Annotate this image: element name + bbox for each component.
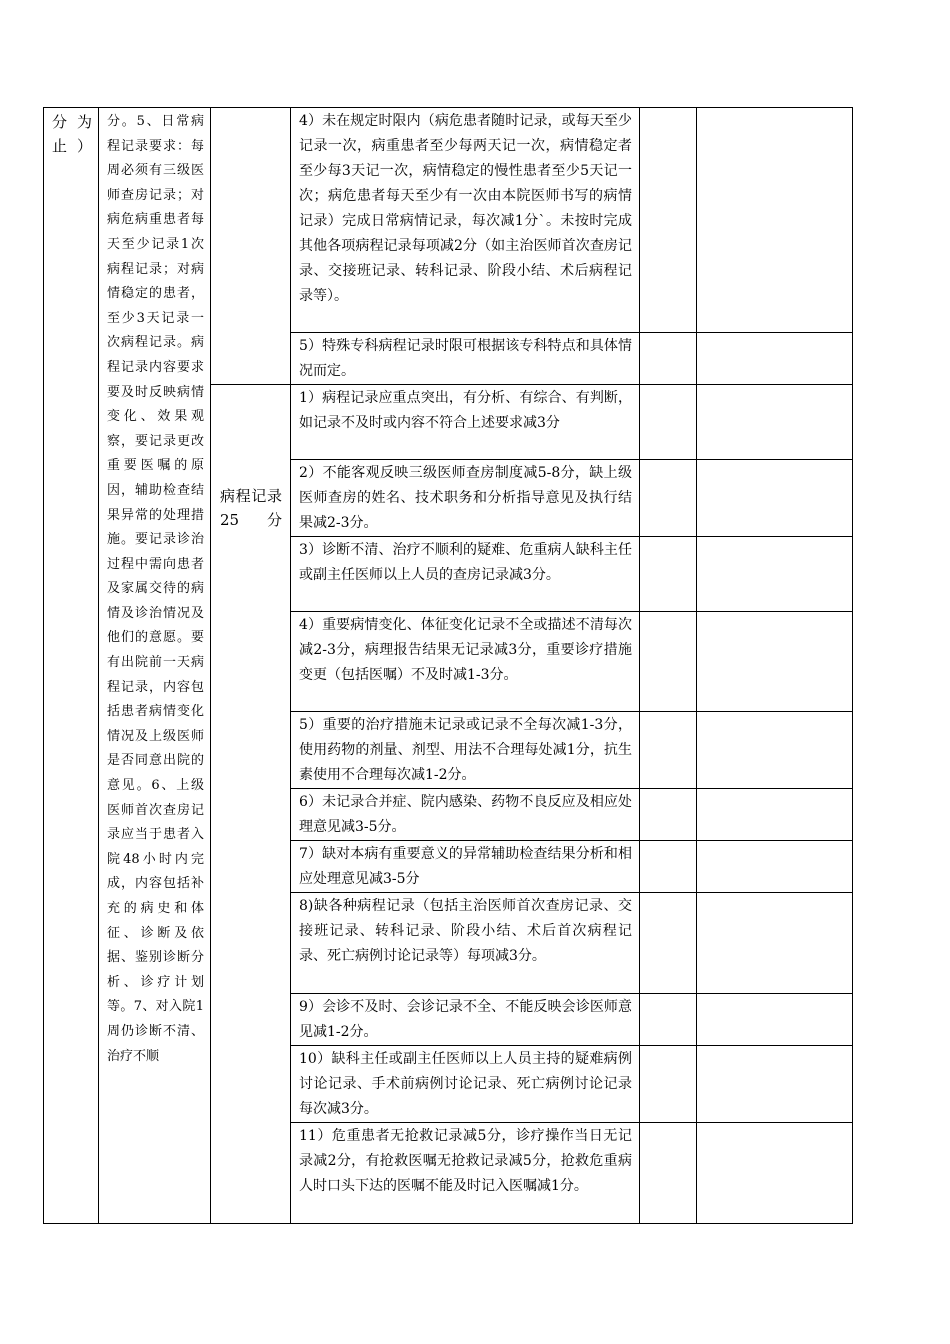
requirements-cell: 分。5、日常病程记录要求：每周必须有三级医师查房记录；对病危病重患者每天至少记录1次病程记录；对病情稳定的患者，至少3天记录一次病程记录。病程记录内容要求要及时反映病情变化、效果观察，要记录更改重要医嘱的原因，辅助检查结果异常的处理措施。要记录诊治过程中需向患者及家属交待的病情及诊治情况及他们的意愿。要有出院前一天病程记录，内容包括患者病情变化情况及上级医师是否同意出院的意见。6、上级医师首次查房记录应当于患者入院48小时内完成，内容包括补充的病史和体征、诊断及依据、鉴别诊断分析、诊疗计划等。7、对入院1周仍诊断不清、治疗不顺 [99, 108, 211, 1224]
rule-item: 5）特殊专科病程记录时限可根据该专科特点和具体情况而定。 [291, 333, 640, 385]
score-cell [640, 1046, 697, 1123]
score-cell [640, 712, 697, 789]
remarks-cell [697, 612, 853, 712]
table-row [44, 108, 853, 333]
empty-section-cell [211, 108, 291, 385]
remarks-cell [697, 537, 853, 612]
rule-item: 2）不能客观反映三级医师查房制度减5-8分，缺上级医师查房的姓名、技术职务和分析指导意见及执行结果减2-3分。 [291, 460, 640, 537]
score-cell [640, 1123, 697, 1224]
rule-item: 3）诊断不清、治疗不顺利的疑难、危重病人缺科主任或副主任医师以上人员的查房记录减3分。 [291, 537, 640, 612]
remarks-cell [697, 1046, 853, 1123]
section-title: 病程记录25分 [220, 487, 282, 529]
rule-item: 5）重要的治疗措施未记录或记录不全每次减1-3分，使用药物的剂量、剂型、用法不合理每处减1分，抗生素使用不合理每次减1-2分。 [291, 712, 640, 789]
score-cell [640, 537, 697, 612]
rule-item: 11）危重患者无抢救记录减5分，诊疗操作当日无记录减2分，有抢救医嘱无抢救记录减5分，抢救危重病人时口头下达的医嘱不能及时记入医嘱减1分。 [291, 1123, 640, 1224]
remarks-cell [697, 1123, 853, 1224]
rule-item: 10）缺科主任或副主任医师以上人员主持的疑难病例讨论记录、手术前病例讨论记录、死亡病例讨论记录每次减3分。 [291, 1046, 640, 1123]
remarks-cell [697, 460, 853, 537]
rule-item: 4）重要病情变化、体征变化记录不全或描述不清每次减2-3分，病理报告结果无记录减3分，重要诊疗措施变更（包括医嘱）不及时减1-3分。 [291, 612, 640, 712]
section-title-cell [211, 385, 291, 1224]
rule-item: 6）未记录合并症、院内感染、药物不良反应及相应处理意见减3-5分。 [291, 789, 640, 841]
remarks-cell [697, 789, 853, 841]
score-cell [640, 385, 697, 460]
rule-item: 9）会诊不及时、会诊记录不全、不能反映会诊医师意见减1-2分。 [291, 994, 640, 1046]
score-cell [640, 612, 697, 712]
score-cell [640, 333, 697, 385]
score-cell [640, 108, 697, 333]
rule-item: 8)缺各种病程记录（包括主治医师首次查房记录、交接班记录、转科记录、阶段小结、术后首次病程记录、死亡病例讨论记录等）每项减3分。 [291, 893, 640, 994]
score-cell [640, 994, 697, 1046]
remarks-cell [697, 893, 853, 994]
score-cell [640, 893, 697, 994]
remarks-cell [697, 841, 853, 893]
remarks-cell [697, 994, 853, 1046]
remarks-cell [697, 333, 853, 385]
remarks-cell [697, 108, 853, 333]
score-cell [640, 841, 697, 893]
scoring-standard-table [43, 107, 853, 1224]
score-cell [640, 789, 697, 841]
score-cell [640, 460, 697, 537]
rule-item: 1）病程记录应重点突出，有分析、有综合、有判断，如记录不及时或内容不符合上述要求减3分 [291, 385, 640, 460]
category-cell: 分为止） [44, 108, 99, 1224]
rule-item: 7）缺对本病有重要意义的异常辅助检查结果分析和相应处理意见减3-5分 [291, 841, 640, 893]
remarks-cell [697, 385, 853, 460]
rule-item: 4）未在规定时限内（病危患者随时记录，或每天至少记录一次，病重患者至少每两天记一次，病情稳定者至少每3天记一次，病情稳定的慢性患者至少5天记一次；病危患者每天至少有一次由本院医师书写的病情记录）完成日常病情记录，每次减1分`。未按时完成其他各项病程记录每项减2分（如主治医师首次查房记录、交接班记录、转科记录、阶段小结、术后病程记录等）。 [291, 108, 640, 333]
remarks-cell [697, 712, 853, 789]
